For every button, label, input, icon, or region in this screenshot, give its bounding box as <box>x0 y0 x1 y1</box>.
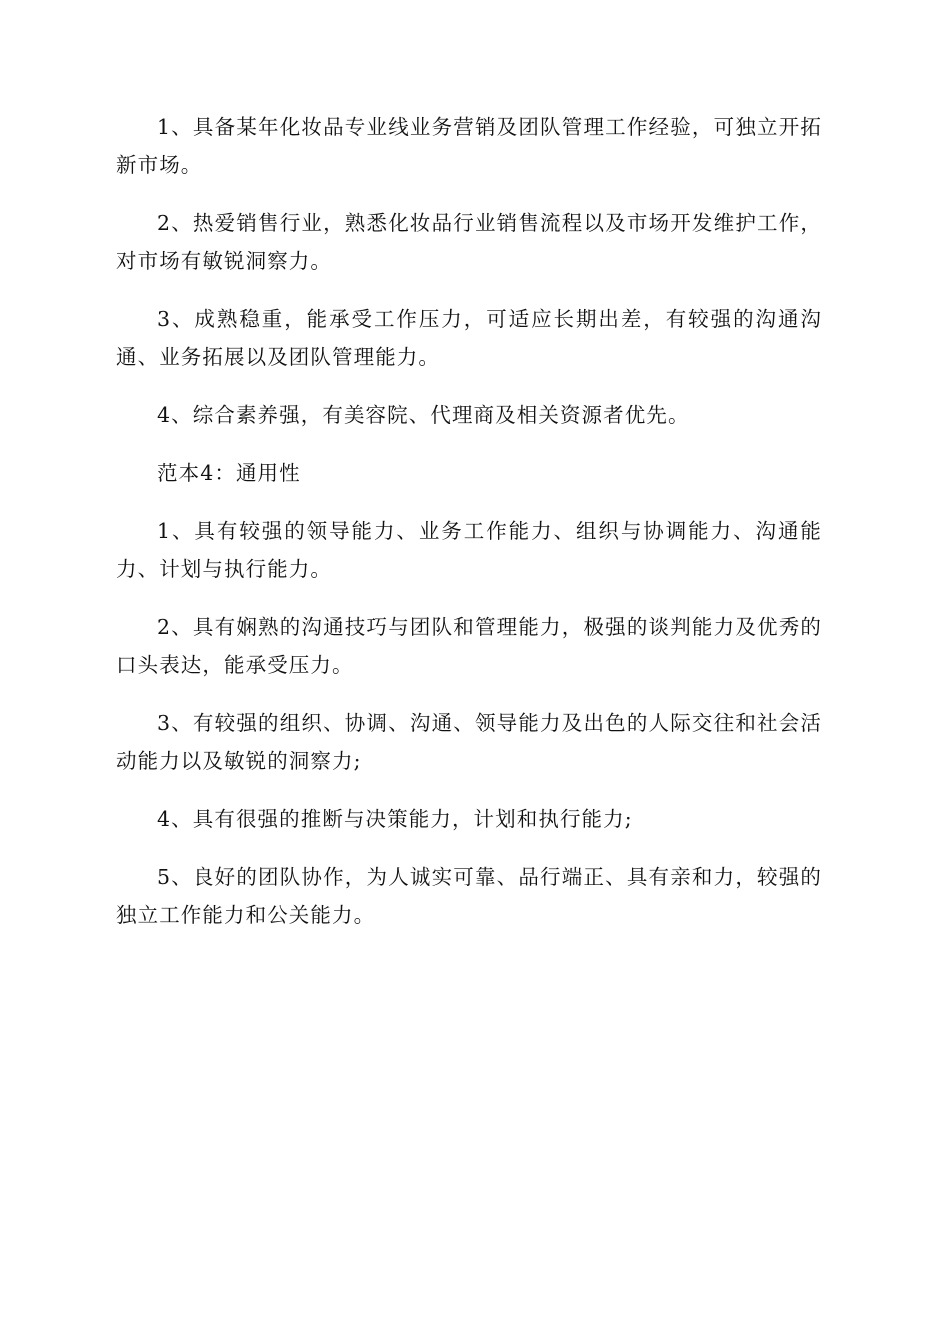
requirement-item: 3、有较强的组织、协调、沟通、领导能力及出色的人际交往和社会活动能力以及敏锐的洞察力; <box>116 711 822 773</box>
requirement-item: 1、具有较强的领导能力、业务工作能力、组织与协调能力、沟通能力、计划与执行能力。 <box>116 519 822 581</box>
requirement-item: 3、成熟稳重，能承受工作压力，可适应长期出差，有较强的沟通沟通、业务拓展以及团队管理能力。 <box>116 307 822 369</box>
requirement-item: 4、具有很强的推断与决策能力，计划和执行能力; <box>157 807 633 831</box>
requirement-item: 5、良好的团队协作，为人诚实可靠、品行端正、具有亲和力，较强的独立工作能力和公关能力。 <box>116 865 822 927</box>
requirement-item: 2、具有娴熟的沟通技巧与团队和管理能力，极强的谈判能力及优秀的口头表达，能承受压力。 <box>116 615 822 677</box>
requirement-item: 4、综合素养强，有美容院、代理商及相关资源者优先。 <box>157 403 690 427</box>
requirement-item: 1、具备某年化妆品专业线业务营销及团队管理工作经验，可独立开拓新市场。 <box>116 115 822 177</box>
requirement-item: 2、热爱销售行业，熟悉化妆品行业销售流程以及市场开发维护工作，对市场有敏锐洞察力。 <box>116 211 822 273</box>
document-body <box>116 108 822 954</box>
template-heading: 范本4：通用性 <box>157 461 301 485</box>
